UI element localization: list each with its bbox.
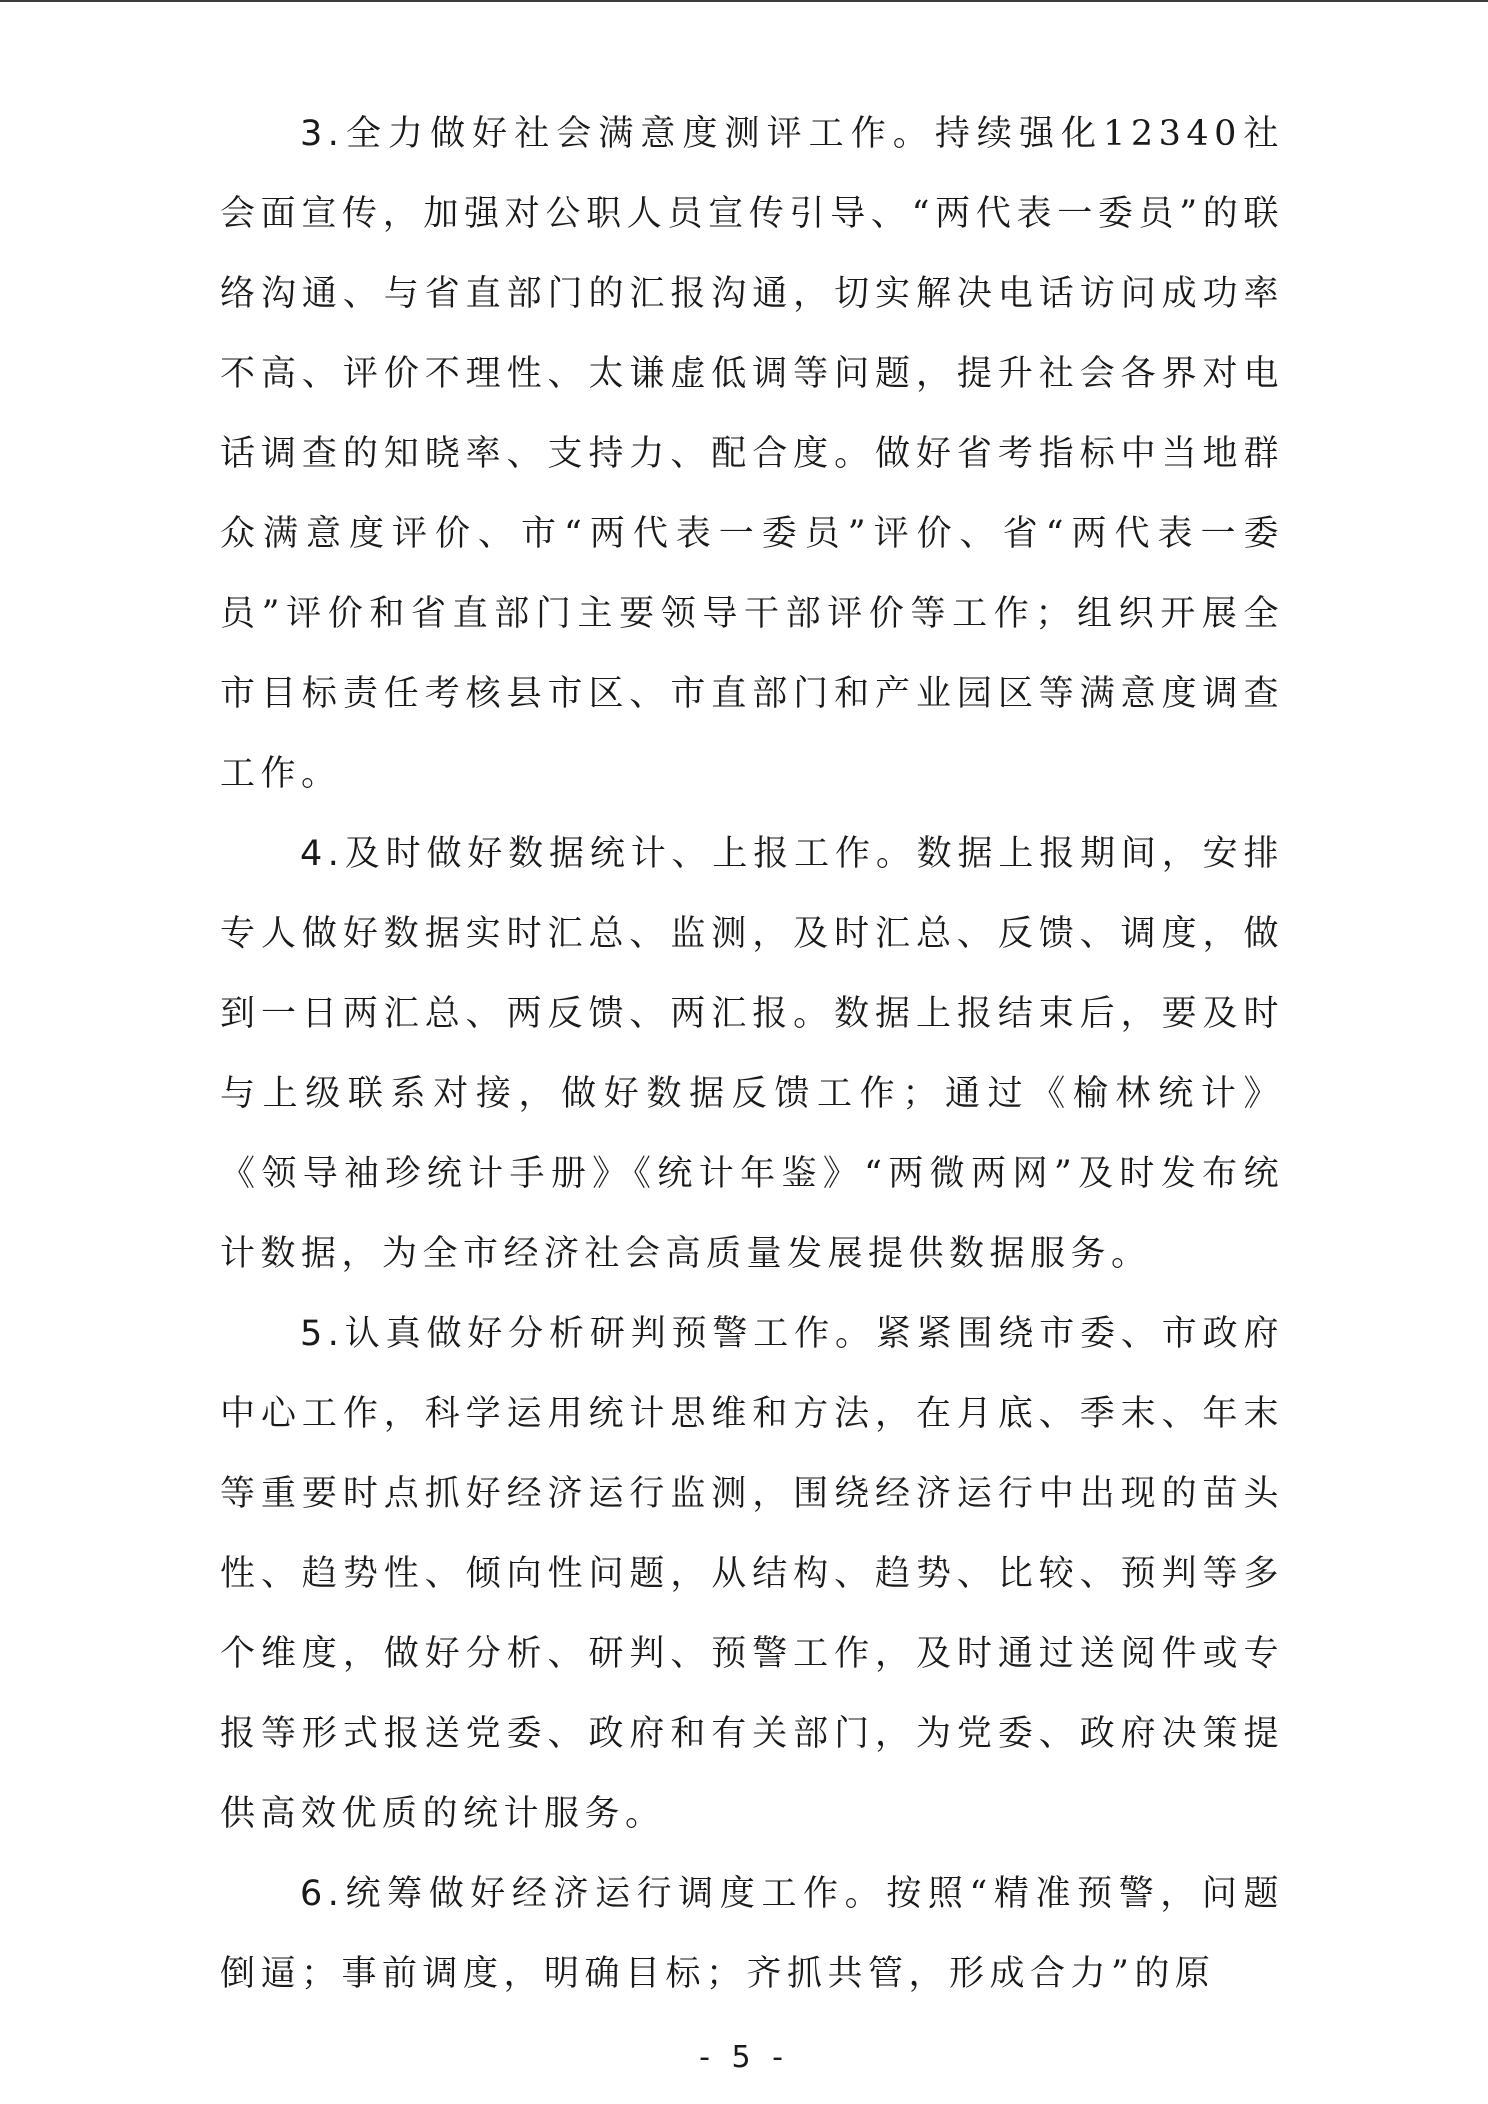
paragraph-4 [220,814,1284,1294]
paragraph-number: 3. [300,114,345,154]
paragraph-text: 及时做好数据统计、上报工作。数据上报期间，安排专人做好数据实时汇总、监测，及时汇总、反馈、调度，做到一日两汇总、两反馈、两汇报。数据上报结束后，要及时与上级联系对接，做好数据反馈工作；通过《榆林统计》《领导袖珍统计手册》《统计年鉴》“两微两网”及时发布统计数据，为全市经济社会高质量发展提供数据服务。 [220,834,1284,1274]
paragraph-text: 认真做好分析研判预警工作。紧紧围绕市委、市政府中心工作，科学运用统计思维和方法，在月底、季末、年末等重要时点抓好经济运行监测，围绕经济运行中出现的苗头性、趋势性、倾向性问题，从结构、趋势、比较、预判等多个维度，做好分析、研判、预警工作，及时通过送阅件或专报等形式报送党委、政府和有关部门，为党委、政府决策提供高效优质的统计服务。 [220,1314,1284,1834]
top-border-line [0,0,1488,2]
paragraph-number: 5. [300,1314,345,1354]
paragraph-5 [220,1294,1284,1854]
paragraph-text: 统筹做好经济运行调度工作。按照“精准预警，问题倒逼；事前调度，明确目标；齐抓共管，形成合力”的原 [220,1874,1284,1994]
paragraph-text: 全力做好社会满意度测评工作。持续强化12340社会面宣传，加强对公职人员宣传引导、“两代表一委员”的联络沟通、与省直部门的汇报沟通，切实解决电话访问成功率不高、评价不理性、太谦虚低调等问题，提升社会各界对电话调查的知晓率、支持力、配合度。做好省考指标中当地群众满意度评价、市“两代表一委员”评价、省“两代表一委员”评价和省直部门主要领导干部评价等工作；组织开展全市目标责任考核县市区、市直部门和产业园区等满意度调查工作。 [220,114,1284,794]
paragraph-6 [220,1854,1284,2014]
paragraph-3 [220,94,1284,814]
paragraph-number: 6. [300,1874,345,1914]
page-number: - 5 - [699,2040,789,2075]
document-body [220,94,1284,2014]
paragraph-number: 4. [300,834,345,874]
